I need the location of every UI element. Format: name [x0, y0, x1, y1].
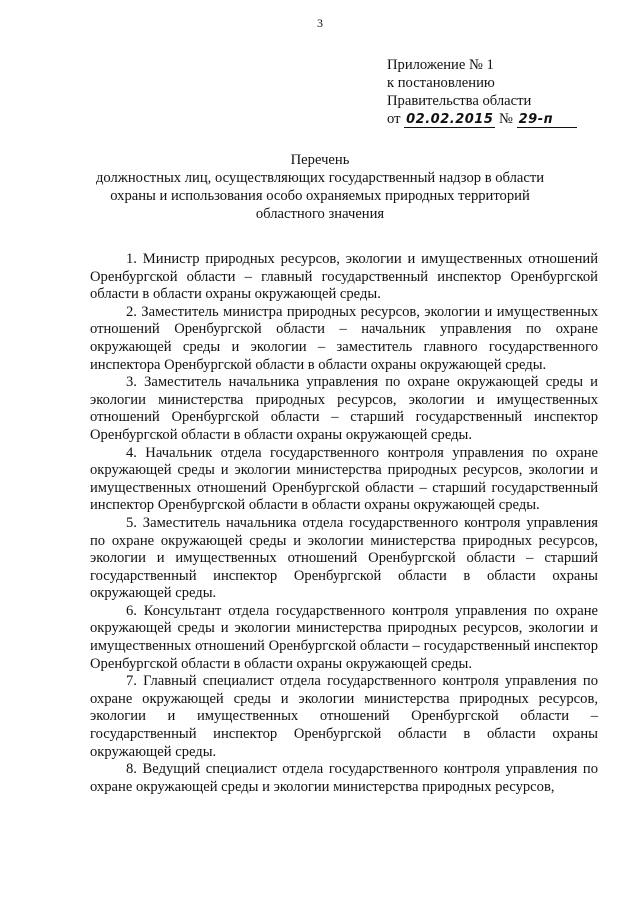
list-item: 1. Министр природных ресурсов, экологии и имущественных отношений Оренбургской области – главный государственный инспектор Оренбургской области в области охраны окружающей среды.	[90, 251, 598, 303]
list-item: 5. Заместитель начальника отдела государственного контроля управления по охране окружающей среды и экологии министерства природных ресурсов, экологии и имущественных отношений Оренбургской области – старший государственный инспектор Оренбургской области в области охраны окружающей среды.	[90, 514, 598, 602]
list-item: 8. Ведущий специалист отдела государственного контроля управления по охране окружающей среды и экологии министерства природных ресурсов,	[90, 761, 598, 795]
document-title	[0, 151, 640, 223]
list-item: 7. Главный специалист отдела государственного контроля управления по охране окружающей среды и экологии министерства природных ресурсов, экологии и имущественных отношений Оренбургской области – государственный инспектор Оренбургской области в области охраны окружающей среды.	[90, 673, 598, 760]
appendix-title: Приложение № 1	[387, 57, 494, 73]
title-line-1: должностных лиц, осуществляющих государственный надзор в области	[95, 170, 545, 186]
list-item: 6. Консультант отдела государственного контроля управления по охране окружающей среды и экологии министерства природных ресурсов, экологии и имущественных отношений Оренбургской области – государственный инспектор Оренбургской области в области охраны окружающей среды.	[90, 602, 598, 672]
number-label: №	[499, 111, 513, 127]
title-line-3: областного значения	[255, 206, 385, 222]
handwritten-number: 29-п	[517, 113, 577, 128]
appendix-date-line	[387, 110, 577, 128]
list-item: 2. Заместитель министра природных ресурсов, экологии и имущественных отношений Оренбургской области – начальник управления по охране окружающей среды и экологии – заместитель главного государственного инспектора Оренбургской области в области охраны окружающей среды.	[90, 303, 598, 373]
list-item: 4. Начальник отдела государственного контроля управления по охране окружающей среды и экологии министерства природных ресурсов, экологии и имущественных отношений Оренбургской области – старший государственный инспектор Оренбургской области в области охраны окружающей среды.	[90, 444, 598, 514]
handwritten-date: 02.02.2015	[406, 112, 494, 127]
date-prefix: от	[387, 111, 401, 127]
appendix-resolution: к постановлению	[387, 75, 495, 91]
appendix-government: Правительства области	[387, 93, 532, 109]
title-heading: Перечень	[290, 152, 350, 168]
list-item: 3. Заместитель начальника управления по охране окружающей среды и экологии министерства природных ресурсов, экологии и имущественных отношений Оренбургской области – старший государственный инспектор Оренбургской области в области охраны окружающей среды.	[90, 374, 598, 443]
official-list	[90, 251, 598, 796]
page-number: 3	[317, 16, 323, 30]
title-line-2: охраны и использования особо охраняемых природных территорий	[110, 188, 530, 204]
appendix-block	[387, 56, 577, 128]
